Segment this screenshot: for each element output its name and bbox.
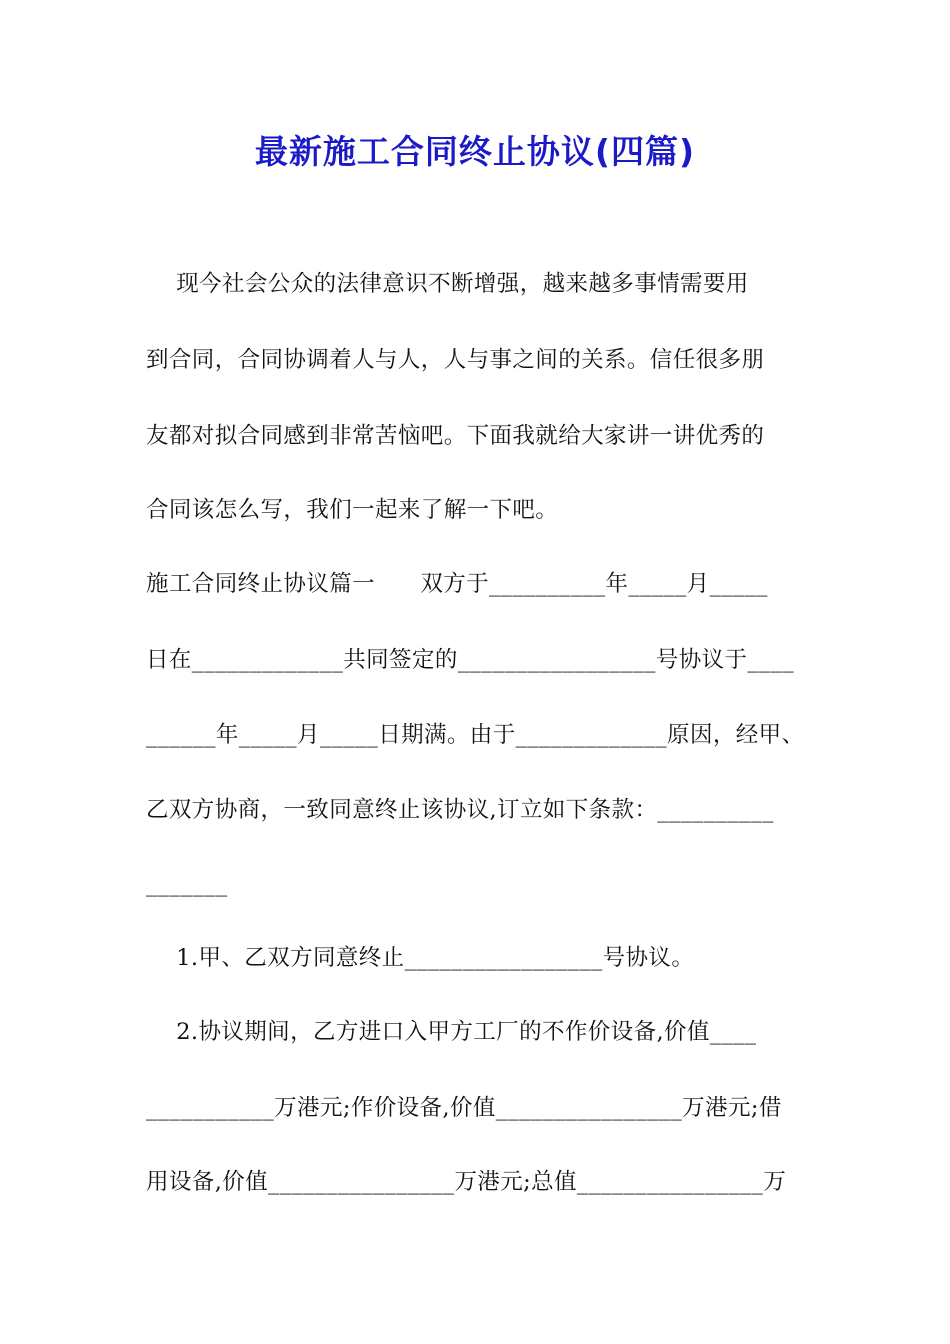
paragraph-line: _______ (146, 871, 228, 897)
clause-1-line: 1.甲、乙双方同意终止_________________号协议。 (146, 945, 695, 971)
paragraph-line: 现今社会公众的法律意识不断增强，越来越多事情需要用 (146, 271, 749, 297)
paragraph-line: 到合同，合同协调着人与人，人与事之间的关系。信任很多朋 (146, 347, 765, 373)
paragraph-line: ______年_____月_____日期满。由于_____________原因，经甲、 (146, 722, 805, 748)
paragraph-line: 乙双方协商，一致同意终止该协议,订立如下条款：__________ (146, 797, 774, 823)
paragraph-line: ___________万港元;作价设备,价值________________万港元;借 (146, 1095, 782, 1121)
paragraph-line: 友都对拟合同感到非常苦恼吧。下面我就给大家讲一讲优秀的 (146, 423, 765, 449)
paragraph-line: 用设备,价值________________万港元;总值________________万 (146, 1169, 787, 1195)
clause-2-line: 2.协议期间，乙方进口入甲方工厂的不作价设备,价值____ (146, 1019, 757, 1045)
page-title: 最新施工合同终止协议(四篇) (254, 132, 696, 171)
paragraph-line: 合同该怎么写，我们一起来了解一下吧。 (146, 497, 559, 523)
paragraph-line: 日在_____________共同签定的_________________号协议于____ (146, 647, 795, 673)
section-heading-line: 施工合同终止协议篇一 双方于__________年_____月_____ (146, 571, 768, 597)
